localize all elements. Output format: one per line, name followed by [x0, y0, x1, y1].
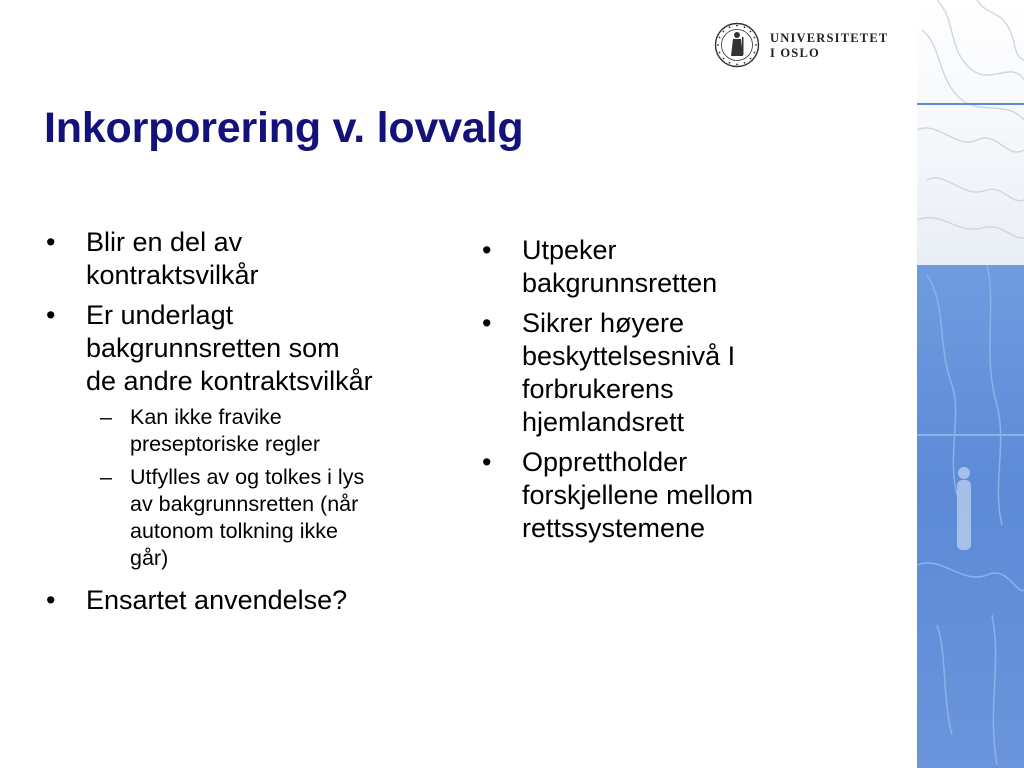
- bullet-line: hjemlandsrett: [522, 407, 685, 437]
- bullet-dot: •: [46, 227, 56, 257]
- bullet-line: bakgrunnsretten: [522, 268, 718, 298]
- bullet-item: [480, 234, 900, 300]
- bullet-line: beskyttelsesnivå I: [522, 341, 736, 371]
- sub-bullet-item: [100, 404, 464, 458]
- sub-bullet-item: [100, 464, 464, 572]
- university-seal-icon: [714, 22, 760, 68]
- side-panel-bottom: [917, 265, 1024, 768]
- statue-blue-sketch-icon: [917, 265, 1024, 768]
- dash: –: [100, 405, 112, 429]
- bullet-line: Opprettholder: [522, 447, 688, 477]
- sub-bullet-line: går): [130, 546, 169, 570]
- bullet-dot: •: [482, 235, 492, 265]
- university-logo: [714, 22, 904, 72]
- bullet-item: [44, 226, 464, 292]
- dash: –: [100, 465, 112, 489]
- bullet-line: forbrukerens: [522, 374, 674, 404]
- left-bullet-column: [44, 226, 464, 624]
- bullet-line: rettssystemene: [522, 513, 706, 543]
- bullet-item: [44, 299, 464, 398]
- sub-bullet-line: autonom tolkning ikke: [130, 519, 338, 543]
- decorative-side-panel: [917, 0, 1024, 768]
- sub-bullet-line: Utfylles av og tolkes i lys: [130, 465, 365, 489]
- side-panel-line: [917, 103, 1024, 105]
- side-panel-line: [917, 434, 1024, 436]
- university-name-line1: UNIVERSITETET: [770, 31, 889, 45]
- bullet-line: bakgrunnsretten som: [86, 333, 340, 363]
- bullet-item: [480, 446, 900, 545]
- sub-bullet-line: av bakgrunnsretten (når: [130, 492, 359, 516]
- bullet-dot: •: [46, 585, 56, 615]
- slide-title: Inkorporering v. lovvalg: [44, 104, 524, 152]
- bullet-line: Blir en del av: [86, 227, 243, 257]
- university-name-line2: I OSLO: [770, 46, 820, 60]
- bullet-dot: •: [482, 308, 492, 338]
- side-panel-top: [917, 0, 1024, 265]
- university-name: [770, 31, 888, 61]
- sub-bullet-line: Kan ikke fravike: [130, 405, 282, 429]
- bullet-line: forskjellene mellom: [522, 480, 754, 510]
- bullet-item: [44, 584, 464, 617]
- bullet-line: Utpeker: [522, 235, 617, 265]
- bullet-line: Sikrer høyere: [522, 308, 685, 338]
- bullet-line: de andre kontraktsvilkår: [86, 366, 373, 396]
- bullet-dot: •: [482, 447, 492, 477]
- bullet-line: kontraktsvilkår: [86, 260, 259, 290]
- bullet-dot: •: [46, 300, 56, 330]
- statue-sketch-icon: [917, 0, 1024, 265]
- sub-bullet-line: preseptoriske regler: [130, 432, 321, 456]
- bullet-line: Er underlagt: [86, 300, 234, 330]
- bullet-item: [480, 307, 900, 439]
- right-bullet-column: [480, 234, 900, 552]
- bullet-line: Ensartet anvendelse?: [86, 585, 348, 615]
